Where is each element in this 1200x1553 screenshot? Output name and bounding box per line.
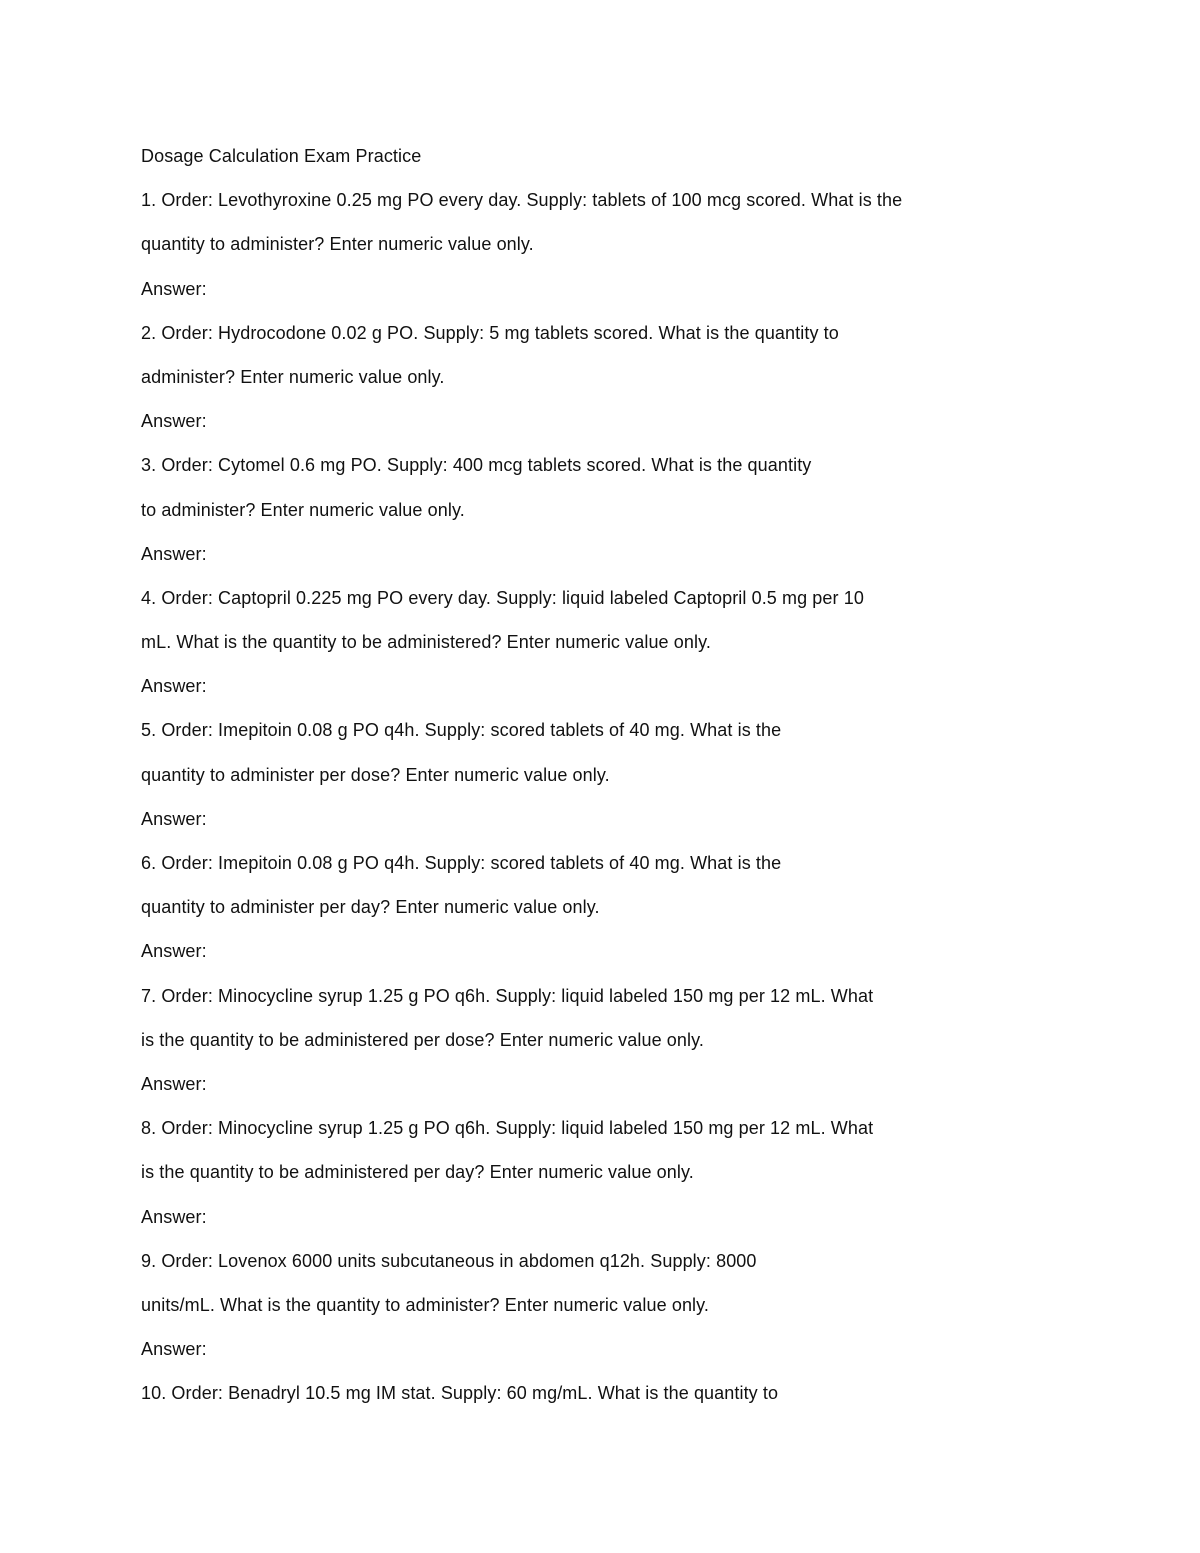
question-text-line: 2. Order: Hydrocodone 0.02 g PO. Supply: 5 mg tablets scored. What is the quantity to: [141, 322, 839, 343]
question-text-line: administer? Enter numeric value only.: [141, 366, 445, 387]
answer-label: Answer:: [141, 1073, 207, 1094]
question-text-line: is the quantity to be administered per dose? Enter numeric value only.: [141, 1029, 704, 1050]
question-1: [141, 186, 1041, 319]
question-9: [141, 1247, 1041, 1380]
answer-label: Answer:: [141, 808, 207, 829]
answer-label: Answer:: [141, 411, 207, 432]
question-text-line: 5. Order: Imepitoin 0.08 g PO q4h. Supply: scored tablets of 40 mg. What is the: [141, 720, 782, 741]
question-text-line: 10. Order: Benadryl 10.5 mg IM stat. Supply: 60 mg/mL. What is the quantity to: [141, 1383, 779, 1404]
answer-label: Answer:: [141, 941, 207, 962]
question-4: [141, 584, 1041, 717]
question-text-line: 7. Order: Minocycline syrup 1.25 g PO q6h. Supply: liquid labeled 150 mg per 12 mL. What: [141, 985, 874, 1006]
question-10: [141, 1379, 1041, 1423]
answer-label: Answer:: [141, 676, 207, 697]
question-2: [141, 319, 1041, 452]
question-text-line: 3. Order: Cytomel 0.6 mg PO. Supply: 400 mcg tablets scored. What is the quantity: [141, 455, 812, 476]
answer-label: Answer:: [141, 1339, 207, 1360]
question-text-line: quantity to administer? Enter numeric value only.: [141, 234, 534, 255]
question-text-line: to administer? Enter numeric value only.: [141, 499, 465, 520]
question-text-line: quantity to administer per day? Enter numeric value only.: [141, 897, 600, 918]
answer-label: Answer:: [141, 1206, 207, 1227]
question-6: [141, 849, 1041, 982]
question-text-line: mL. What is the quantity to be administered? Enter numeric value only.: [141, 632, 711, 653]
question-text-line: 1. Order: Levothyroxine 0.25 mg PO every day. Supply: tablets of 100 mcg scored. What is the: [141, 190, 903, 211]
question-text-line: 4. Order: Captopril 0.225 mg PO every day. Supply: liquid labeled Captopril 0.5 mg per 10: [141, 587, 864, 608]
question-8: [141, 1114, 1041, 1247]
question-7: [141, 982, 1041, 1115]
question-text-line: 6. Order: Imepitoin 0.08 g PO q4h. Supply: scored tablets of 40 mg. What is the: [141, 853, 782, 873]
question-text-line: quantity to administer per dose? Enter numeric value only.: [141, 764, 610, 785]
answer-label: Answer:: [141, 278, 207, 299]
document-title: Dosage Calculation Exam Practice: [141, 146, 422, 166]
question-3: [141, 451, 1041, 584]
question-text-line: 8. Order: Minocycline syrup 1.25 g PO q6h. Supply: liquid labeled 150 mg per 12 mL. What: [141, 1118, 874, 1139]
question-text-line: units/mL. What is the quantity to administer? Enter numeric value only.: [141, 1294, 710, 1315]
question-text-line: is the quantity to be administered per day? Enter numeric value only.: [141, 1162, 694, 1183]
question-text-line: 9. Order: Lovenox 6000 units subcutaneous in abdomen q12h. Supply: 8000: [141, 1250, 757, 1271]
answer-label: Answer:: [141, 543, 207, 564]
document-body: [141, 142, 1041, 1423]
question-5: [141, 716, 1041, 849]
